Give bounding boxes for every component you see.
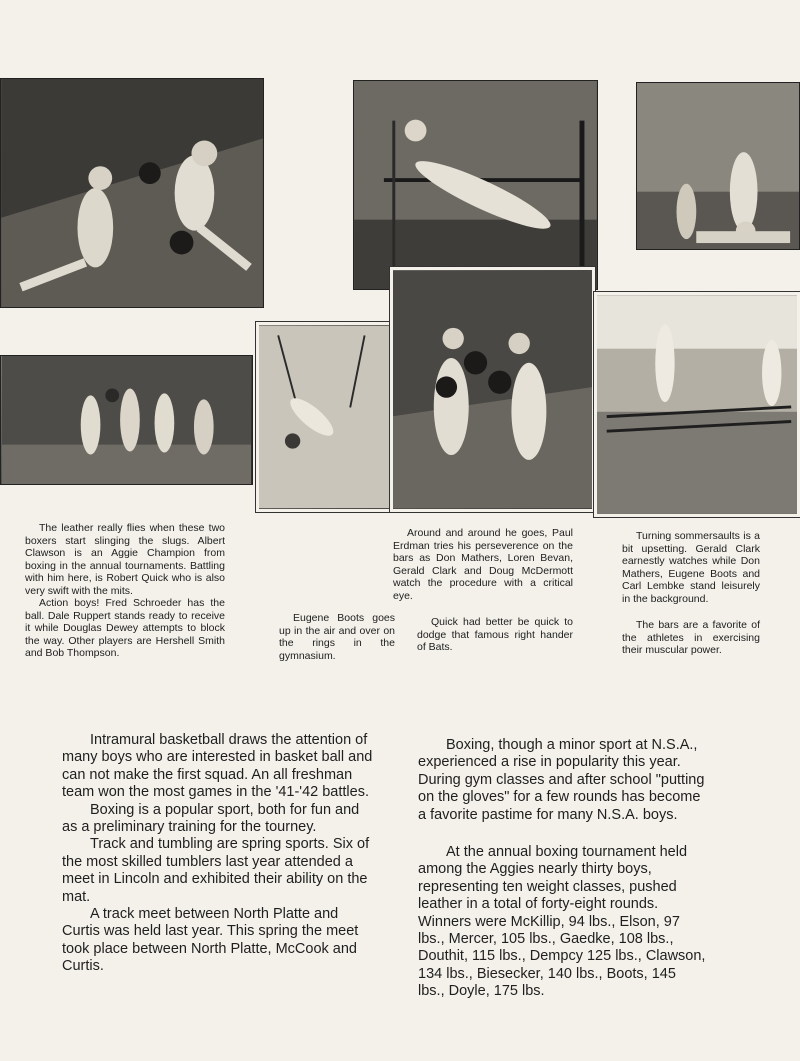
handstand-photo [636,82,800,250]
caption-rings [279,612,395,662]
caption-boxing-basketball [25,522,225,660]
bar-illustration [354,81,597,289]
body-left-paragraph: Intramural basketball draws the attention of many boys who are interested in basket ball and can not make the first squad. An all freshman team won the most games in the '41-'42 battles. [62,732,373,801]
caption-somersault-text: Turning sommersaults is a bit upsetting. Gerald Clark earnestly watches while Don Mathers, Eugene Boots and Carl Lembke stand leisurely in the background. [622,530,760,605]
boxing-illustration [1,79,263,307]
body-left-column [62,732,378,976]
caption-bars-favorite-text: The bars are a favorite of the athletes in exercising their muscular power. [622,619,760,656]
caption-quick-text: Quick had better be quick to dodge that famous right hander of Bats. [417,616,573,653]
body-right-paragraph: Boxing, though a minor sport at N.S.A., experienced a rise in popularity this year. During gym classes and after school "putting on the gloves" for a few rounds has become a favorite pastime for many N.S.A. boys. [418,737,705,823]
parallel-bars-illustration [597,295,797,514]
horizontal-bar-photo [353,80,598,290]
body-right-column [418,737,706,1001]
basketball-photo [0,355,253,485]
caption-basketball-text: Action boys! Fred Schroeder has the ball. Dale Ruppert stands ready to receive it while Douglas Dewey attempts to block the way. Other players are Hershell Smith and Bob Thompson. [25,597,225,659]
caption-bars-text: Around and around he goes, Paul Erdman tries his perseverence on the bars as Don Mathers, Loren Bevan, Gerald Clark and Doug McDermott watch the procedure with a critical eye. [393,527,573,602]
boxing-photo [0,78,264,308]
body-left-paragraph: A track meet between North Platte and Curtis was held last year. This spring the meet took place between North Platte, McCook and Curtis. [62,906,359,975]
caption-rings-text: Eugene Boots goes up in the air and over on the rings in the gymnasium. [279,612,395,662]
caption-bars [393,527,573,654]
body-left-paragraph: Track and tumbling are spring sports. Six of the most skilled tumblers last year attended a meet in Lincoln and exhibited their ability on the mat. [62,836,370,905]
basketball-illustration [1,356,252,484]
caption-boxing-text: The leather really flies when these two boxers start slinging the slugs. Albert Clawson is an Aggie Champion from boxing in the annual tournaments. Battling with him here, is Robert Quick who is also very swift with the mits. [25,522,225,597]
rings-photo [256,322,406,512]
parallel-bars-photo [594,292,800,517]
body-right-paragraph: At the annual boxing tournament held among the Aggies nearly thirty boys, representing ten weight classes, pushed leather in a total of forty-eight rounds. Winners were McKillip, 94 lbs., Elson, 97 lbs., Mercer, 105 lbs., Gaedke, 108 lbs., Douthit, 115 lbs., Dempcy 125 lbs., Clawson, 134 lbs., Biesecker, 140 lbs., Boots, 145 lbs., Doyle, 175 lbs. [418,844,706,1000]
body-left-paragraph: Boxing is a popular sport, both for fun and as a preliminary training for the tourney. [62,801,360,836]
boxing-gym-illustration [393,270,592,509]
boxing-gym-photo [390,267,595,512]
handstand-illustration [637,83,799,249]
rings-illustration [259,325,403,509]
caption-somersault [622,530,760,657]
